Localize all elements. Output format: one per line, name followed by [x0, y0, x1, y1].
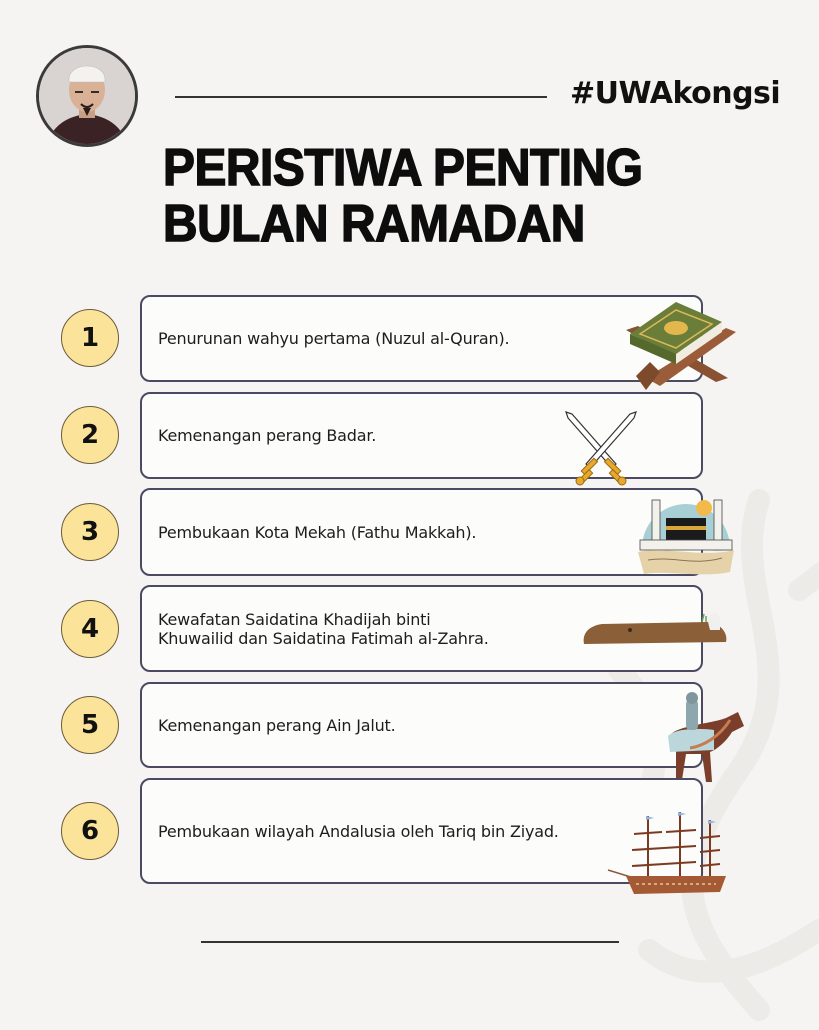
- title-line-1: PERISTIWA PENTING: [163, 139, 643, 197]
- number-badge: 6: [61, 802, 119, 860]
- kaaba-icon: [634, 486, 738, 578]
- event-card: [140, 488, 703, 576]
- event-text: Penurunan wahyu pertama (Nuzul al-Quran).: [158, 329, 510, 348]
- hashtag: #UWAkongsi: [570, 76, 781, 111]
- event-text: Kemenangan perang Ain Jalut.: [158, 715, 396, 735]
- event-text-line-2: Khuwailid dan Saidatina Fatimah al-Zahra.: [158, 628, 489, 648]
- title-line-2: BULAN RAMADAN: [163, 195, 585, 253]
- footer-divider: [201, 941, 619, 943]
- header-divider: [175, 96, 547, 98]
- armored-horseman-icon: [660, 690, 746, 786]
- page-title: [163, 140, 641, 252]
- number-badge: 4: [61, 600, 119, 658]
- number-badge: 1: [61, 309, 119, 367]
- avatar: [36, 45, 138, 147]
- crossed-swords-icon: [560, 408, 642, 488]
- portrait-icon: [39, 48, 135, 144]
- event-text: [158, 610, 489, 648]
- event-text: Kemenangan perang Badar.: [158, 426, 377, 445]
- event-text-line-1: Kewafatan Saidatina Khadijah binti: [158, 609, 431, 629]
- quran-on-rehal-icon: [616, 300, 740, 400]
- number-badge: 3: [61, 503, 119, 561]
- event-text: Pembukaan Kota Mekah (Fathu Makkah).: [158, 522, 477, 542]
- event-text: Pembukaan wilayah Andalusia oleh Tariq bin Ziyad.: [158, 821, 559, 841]
- number-badge: 5: [61, 696, 119, 754]
- event-card: [140, 682, 703, 768]
- sailing-ship-icon: [606, 808, 732, 898]
- grave-icon: [578, 608, 730, 648]
- number-badge: 2: [61, 406, 119, 464]
